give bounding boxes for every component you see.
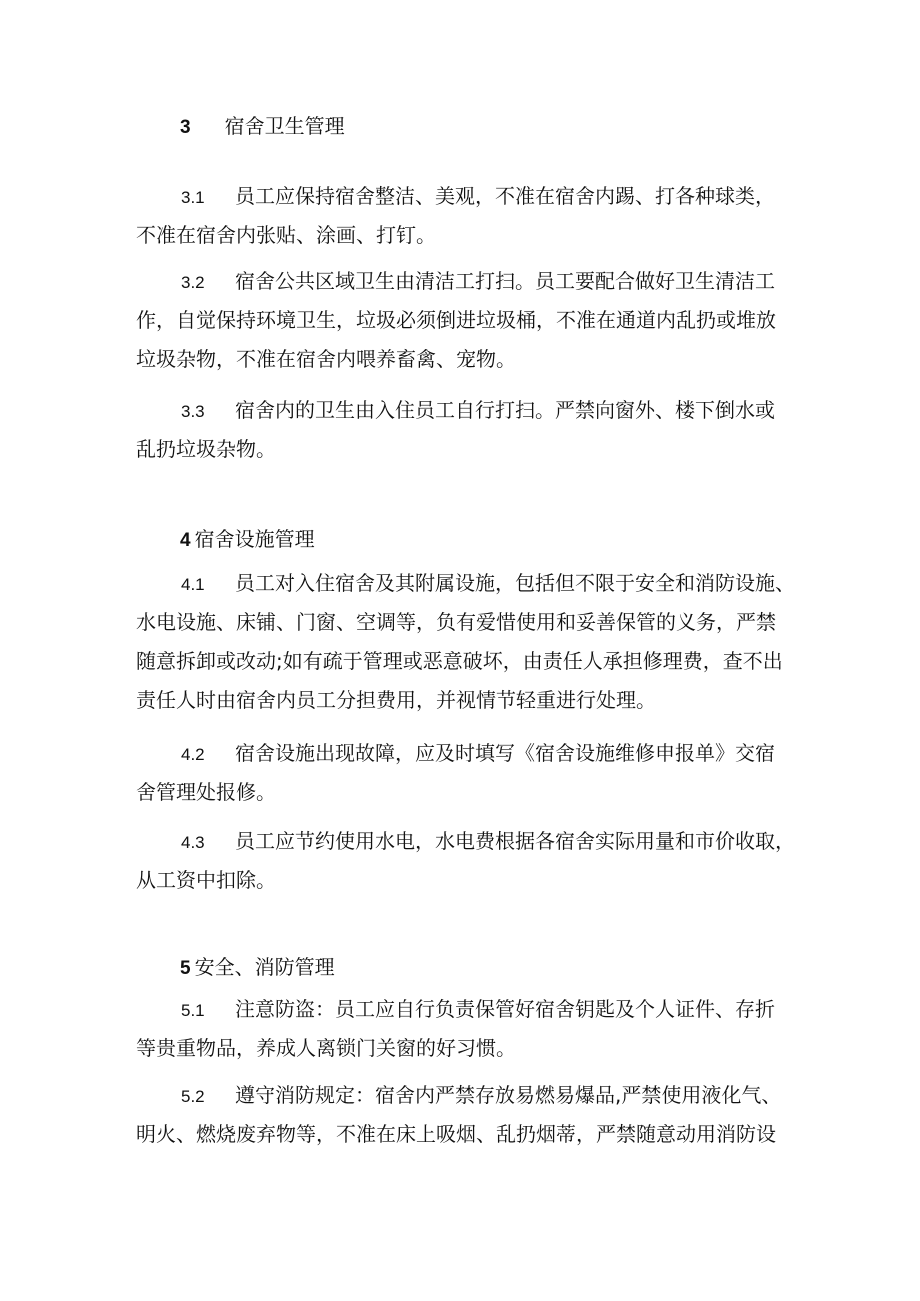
paragraph-4-1	[136, 568, 796, 715]
paragraph-line	[136, 994, 796, 1024]
paragraph-number: 5.1	[181, 1001, 205, 1020]
paragraph-line	[136, 181, 796, 211]
paragraph-line: 水电设施、床铺、门窗、空调等，负有爱惜使用和妥善保管的义务，严禁	[136, 610, 776, 634]
paragraph-5-2	[136, 1080, 796, 1149]
paragraph-line: 乱扔垃圾杂物。	[136, 437, 276, 461]
line-text: 遵守消防规定：宿舍内严禁存放易燃易爆品,严禁使用液化气、	[235, 1083, 782, 1107]
section-5-heading	[180, 952, 335, 984]
line-text: 宿舍设施出现故障，应及时填写《宿舍设施维修申报单》交宿	[235, 741, 775, 765]
paragraph-line: 随意拆卸或改动;如有疏于管理或恶意破坏，由责任人承担修理费，查不出	[136, 649, 783, 673]
paragraph-number: 3.1	[181, 188, 205, 207]
paragraph-3-3	[136, 395, 796, 464]
paragraph-line: 不准在宿舍内张贴、涂画、打钉。	[136, 223, 436, 247]
paragraph-line	[136, 395, 796, 425]
paragraph-line: 等贵重物品，养成人离锁门关窗的好习惯。	[136, 1036, 516, 1060]
section-number: 5	[180, 958, 191, 979]
line-text: 员工应保持宿舍整洁、美观，不准在宿舍内踢、打各种球类，	[235, 184, 775, 208]
paragraph-number: 4.3	[181, 833, 205, 852]
line-text: 宿舍内的卫生由入住员工自行打扫。严禁向窗外、楼下倒水或	[235, 398, 775, 422]
paragraph-number: 4.2	[181, 745, 205, 764]
paragraph-number: 5.2	[181, 1087, 205, 1106]
paragraph-line	[136, 568, 796, 598]
paragraph-line: 作，自觉保持环境卫生，垃圾必须倒进垃圾桶，不准在通道内乱扔或堆放	[136, 308, 776, 332]
paragraph-4-2	[136, 738, 796, 807]
section-number: 3	[180, 117, 191, 138]
line-text: 员工应节约使用水电，水电费根据各宿舍实际用量和市价收取，	[235, 829, 795, 853]
section-title: 安全、消防管理	[194, 955, 335, 979]
section-4-heading	[180, 524, 315, 556]
section-title: 宿舍设施管理	[194, 527, 315, 551]
section-3-heading	[180, 111, 345, 143]
paragraph-line: 责任人时由宿舍内员工分担费用，并视情节轻重进行处理。	[136, 688, 656, 712]
paragraph-number: 3.3	[181, 402, 205, 421]
paragraph-number: 4.1	[181, 575, 205, 594]
paragraph-3-1	[136, 181, 796, 250]
paragraph-line: 明火、燃烧废弃物等，不准在床上吸烟、乱扔烟蒂，严禁随意动用消防设	[136, 1122, 776, 1146]
paragraph-4-3	[136, 826, 796, 895]
paragraph-line	[136, 266, 796, 296]
line-text: 宿舍公共区域卫生由清洁工打扫。员工要配合做好卫生清洁工	[235, 269, 775, 293]
paragraph-line: 垃圾杂物，不准在宿舍内喂养畜禽、宠物。	[136, 347, 516, 371]
paragraph-line	[136, 1080, 796, 1110]
paragraph-line: 舍管理处报修。	[136, 780, 276, 804]
paragraph-line	[136, 826, 796, 856]
paragraph-line: 从工资中扣除。	[136, 868, 276, 892]
paragraph-5-1	[136, 994, 796, 1063]
line-text: 注意防盗：员工应自行负责保管好宿舍钥匙及个人证件、存折	[235, 997, 775, 1021]
line-text: 员工对入住宿舍及其附属设施，包括但不限于安全和消防设施、	[235, 571, 795, 595]
paragraph-3-2	[136, 266, 796, 374]
paragraph-number: 3.2	[181, 273, 205, 292]
section-number: 4	[180, 530, 191, 551]
section-title: 宿舍卫生管理	[224, 114, 345, 138]
paragraph-line	[136, 738, 796, 768]
